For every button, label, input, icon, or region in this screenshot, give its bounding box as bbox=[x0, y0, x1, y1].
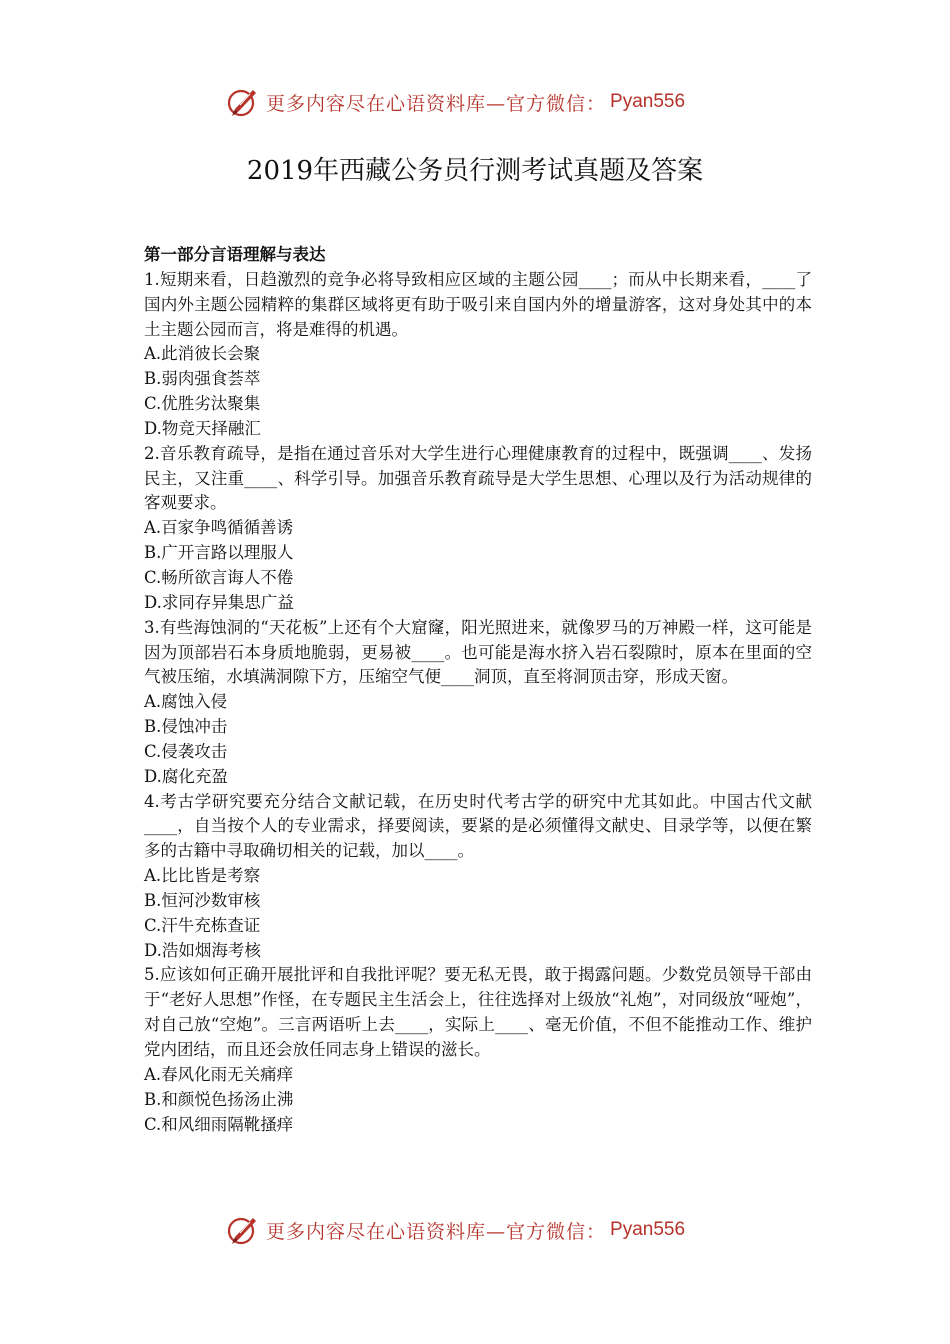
header-banner bbox=[226, 82, 726, 122]
question-1 bbox=[144, 268, 812, 442]
question-2 bbox=[144, 442, 812, 616]
document-body bbox=[144, 243, 812, 1137]
document-title: 2019年西藏公务员行测考试真题及答案 bbox=[246, 156, 704, 186]
option-a: A.春风化雨无关痛痒 bbox=[144, 1064, 294, 1084]
question-text: 3.有些海蚀洞的“天花板”上还有个大窟窿，阳光照进来，就像罗马的万神殿一样，这可能是因为顶部岩石本身质地脆弱，更易被____。也可能是海水挤入岩石裂隙时，原本在里面的空气被压缩，水填满洞隙下方，压缩空气便____洞顶，直至将洞顶击穿，形成天窗。 bbox=[144, 617, 812, 687]
question-5 bbox=[144, 963, 812, 1137]
option-d: D.物竞天择融汇 bbox=[144, 418, 261, 438]
quill-pen-logo-icon bbox=[226, 1213, 260, 1247]
option-a: A.此消彼长会聚 bbox=[144, 344, 261, 364]
option-d: D.求同存异集思广益 bbox=[144, 592, 294, 612]
question-3 bbox=[144, 616, 812, 790]
quill-pen-logo-icon bbox=[226, 85, 260, 119]
question-text: 4.考古学研究要充分结合文献记载，在历史时代考古学的研究中尤其如此。中国古代文献____，自当按个人的专业需求，择要阅读，要紧的是必须懂得文献史、目录学等，以便在繁多的古籍中寻取确切相关的记载，加以____。 bbox=[144, 791, 812, 861]
option-a: A.腐蚀入侵 bbox=[144, 692, 228, 712]
option-d: D.腐化充盈 bbox=[144, 766, 228, 786]
section-heading: 第一部分言语理解与表达 bbox=[144, 245, 326, 264]
option-a: A.比比皆是考察 bbox=[144, 866, 261, 886]
option-b: B.广开言路以理服人 bbox=[144, 543, 294, 563]
question-text: 5.应该如何正确开展批评和自我批评呢？要无私无畏，敢于揭露问题。少数党员领导干部由于“老好人思想”作怪，在专题民主生活会上，往往选择对上级放“礼炮”，对同级放“哑炮”，对自己放“空炮”。三言两语听上去____，实际上____、毫无价值，不但不能推动工作、维护党内团结，而且还会放任同志身上错误的滋长。 bbox=[144, 965, 812, 1059]
option-b: B.侵蚀冲击 bbox=[144, 717, 228, 737]
wechat-id: Pyan556 bbox=[610, 91, 686, 112]
option-b: B.恒河沙数审核 bbox=[144, 890, 261, 910]
option-c: C.汗牛充栋查证 bbox=[144, 915, 261, 935]
question-4 bbox=[144, 790, 812, 964]
option-c: C.优胜劣汰聚集 bbox=[144, 394, 261, 414]
banner-text: 更多内容尽在心语资料库—官方微信： bbox=[266, 92, 607, 115]
option-b: B.弱肉强食荟萃 bbox=[144, 369, 261, 389]
option-c: C.和风细雨隔靴搔痒 bbox=[144, 1114, 294, 1134]
question-text: 2.音乐教育疏导，是指在通过音乐对大学生进行心理健康教育的过程中，既强调____、发扬民主，又注重____、科学引导。加强音乐教育疏导是大学生思想、心理以及行为活动规律的客观要求。 bbox=[144, 443, 812, 513]
footer-banner bbox=[226, 1210, 726, 1250]
option-c: C.侵袭攻击 bbox=[144, 741, 228, 761]
option-b: B.和颜悦色扬汤止沸 bbox=[144, 1089, 294, 1109]
wechat-id: Pyan556 bbox=[610, 1219, 686, 1240]
option-d: D.浩如烟海考核 bbox=[144, 940, 261, 960]
question-text: 1.短期来看，日趋激烈的竞争必将导致相应区域的主题公园____；而从中长期来看，____了国内外主题公园精粹的集群区域将更有助于吸引来自国内外的增量游客，这对身处其中的本土主题公园而言，将是难得的机遇。 bbox=[144, 269, 812, 339]
option-a: A.百家争鸣循循善诱 bbox=[144, 518, 294, 538]
banner-text: 更多内容尽在心语资料库—官方微信： bbox=[266, 1220, 607, 1243]
option-c: C.畅所欲言诲人不倦 bbox=[144, 567, 294, 587]
